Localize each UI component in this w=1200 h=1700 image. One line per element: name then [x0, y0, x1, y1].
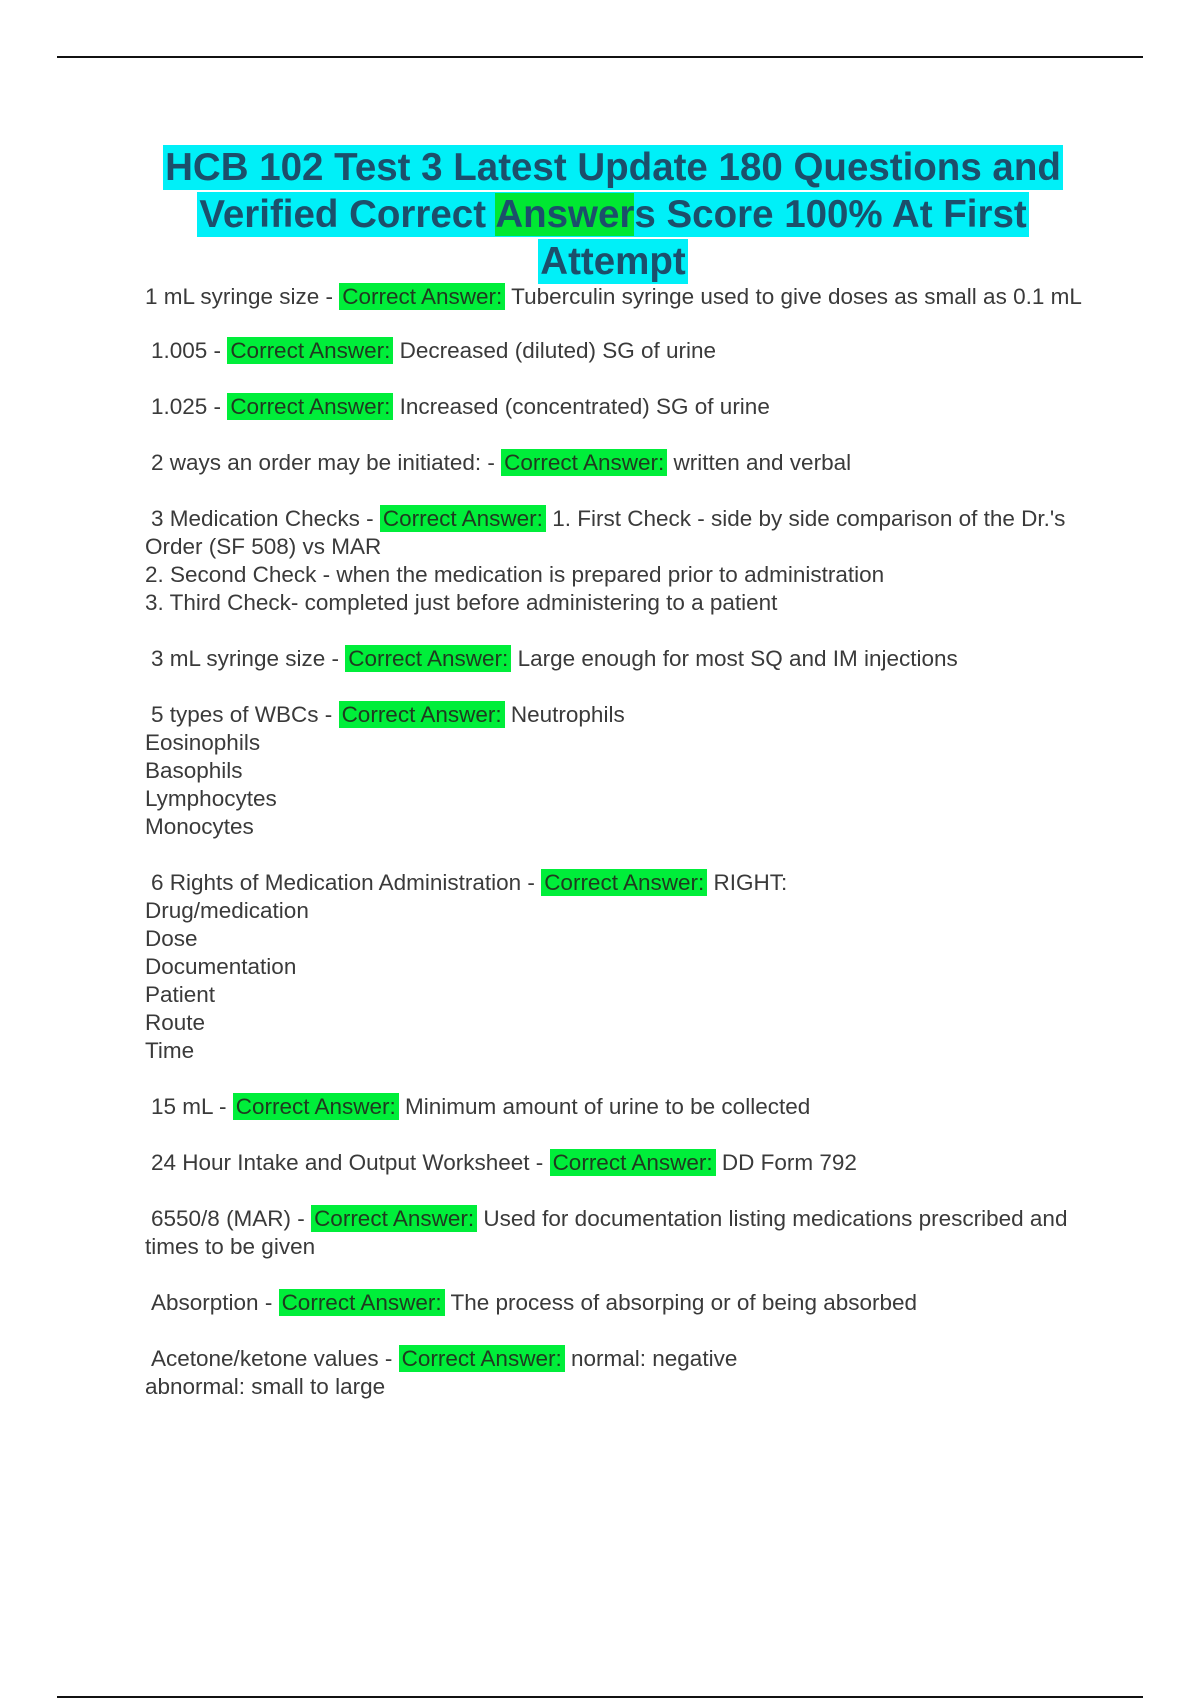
- qa-answer: Minimum amount of urine to be collected: [405, 1094, 811, 1119]
- correct-answer-tag: Correct Answer:: [311, 1205, 477, 1232]
- correct-answer-tag: Correct Answer:: [233, 1093, 399, 1120]
- correct-answer-tag: Correct Answer:: [339, 283, 505, 310]
- document-title: [135, 144, 1091, 285]
- correct-answer-tag: Correct Answer:: [399, 1345, 565, 1372]
- qa-item: [145, 393, 1090, 421]
- correct-answer-tag: Correct Answer:: [227, 393, 393, 420]
- qa-item: [145, 1205, 1090, 1261]
- correct-answer-tag: Correct Answer:: [501, 449, 667, 476]
- correct-answer-tag: Correct Answer:: [279, 1289, 445, 1316]
- qa-answer-line: abnormal: small to large: [145, 1374, 386, 1399]
- qa-answer-line: Dose: [145, 926, 198, 951]
- bottom-divider: [57, 1696, 1143, 1698]
- qa-answer-line: Monocytes: [145, 814, 254, 839]
- qa-item: [145, 449, 1090, 477]
- title-text-highlight: Answer: [495, 193, 635, 236]
- qa-answer: 1. First Check - side by side comparison of the Dr.'s Order (SF 508) vs MAR: [145, 506, 1066, 559]
- qa-answer-line: Time: [145, 1038, 195, 1063]
- qa-term: Absorption -: [151, 1290, 279, 1315]
- qa-term: 1.025 -: [151, 394, 228, 419]
- qa-answer: Used for documentation listing medications prescribed and times to be given: [145, 1206, 1068, 1259]
- qa-answer: Decreased (diluted) SG of urine: [399, 338, 717, 363]
- qa-item: [145, 283, 1090, 311]
- qa-item: [145, 1345, 1090, 1401]
- correct-answer-tag: Correct Answer:: [339, 701, 505, 728]
- correct-answer-tag: Correct Answer:: [550, 1149, 716, 1176]
- qa-term: 5 types of WBCs -: [151, 702, 339, 727]
- qa-term: Acetone/ketone values -: [151, 1346, 399, 1371]
- qa-answer: Increased (concentrated) SG of urine: [399, 394, 770, 419]
- flashcard-list: [145, 283, 1090, 1429]
- qa-answer: normal: negative: [570, 1346, 738, 1371]
- title-highlight-block: [163, 145, 1063, 284]
- qa-term: 6 Rights of Medication Administration -: [151, 870, 542, 895]
- qa-term: 3 Medication Checks -: [151, 506, 380, 531]
- qa-item: [145, 1093, 1090, 1121]
- qa-answer-line: Patient: [145, 982, 216, 1007]
- qa-answer: written and verbal: [673, 450, 852, 475]
- qa-answer-line: 2. Second Check - when the medication is prepared prior to administration: [145, 562, 885, 587]
- qa-answer-line: Drug/medication: [145, 898, 309, 923]
- qa-term: 2 ways an order may be initiated: -: [151, 450, 502, 475]
- qa-answer: RIGHT:: [713, 870, 788, 895]
- correct-answer-tag: Correct Answer:: [380, 505, 546, 532]
- qa-answer-line: Route: [145, 1010, 206, 1035]
- qa-term: 6550/8 (MAR) -: [151, 1206, 312, 1231]
- qa-item: [145, 645, 1090, 673]
- qa-item: [145, 505, 1090, 617]
- qa-item: [145, 1289, 1090, 1317]
- qa-item: [145, 701, 1090, 841]
- qa-answer: Neutrophils: [510, 702, 625, 727]
- qa-answer-line: 3. Third Check- completed just before administering to a patient: [145, 590, 778, 615]
- qa-term: 15 mL -: [151, 1094, 233, 1119]
- qa-answer: Large enough for most SQ and IM injections: [517, 646, 958, 671]
- qa-answer-line: Basophils: [145, 758, 243, 783]
- qa-answer: Tuberculin syringe used to give doses as small as 0.1 mL: [511, 284, 1082, 309]
- qa-answer: DD Form 792: [721, 1150, 857, 1175]
- qa-term: 1.005 -: [151, 338, 228, 363]
- qa-term: 1 mL syringe size -: [145, 284, 340, 309]
- qa-term: 3 mL syringe size -: [151, 646, 346, 671]
- qa-term: 24 Hour Intake and Output Worksheet -: [151, 1150, 550, 1175]
- qa-item: [145, 869, 1090, 1065]
- qa-answer-line: Documentation: [145, 954, 297, 979]
- title-text-part2: s Score 100% At First Attempt: [540, 193, 1027, 283]
- qa-answer: The process of absorping or of being absorbed: [450, 1290, 918, 1315]
- title-text-part1: HCB 102 Test 3 Latest Update 180 Questions and Verified Correct: [165, 146, 1061, 236]
- qa-answer-line: Lymphocytes: [145, 786, 277, 811]
- top-divider: [57, 56, 1143, 58]
- correct-answer-tag: Correct Answer:: [227, 337, 393, 364]
- correct-answer-tag: Correct Answer:: [541, 869, 707, 896]
- qa-item: [145, 1149, 1090, 1177]
- correct-answer-tag: Correct Answer:: [345, 645, 511, 672]
- qa-item: [145, 337, 1090, 365]
- qa-answer-line: Eosinophils: [145, 730, 261, 755]
